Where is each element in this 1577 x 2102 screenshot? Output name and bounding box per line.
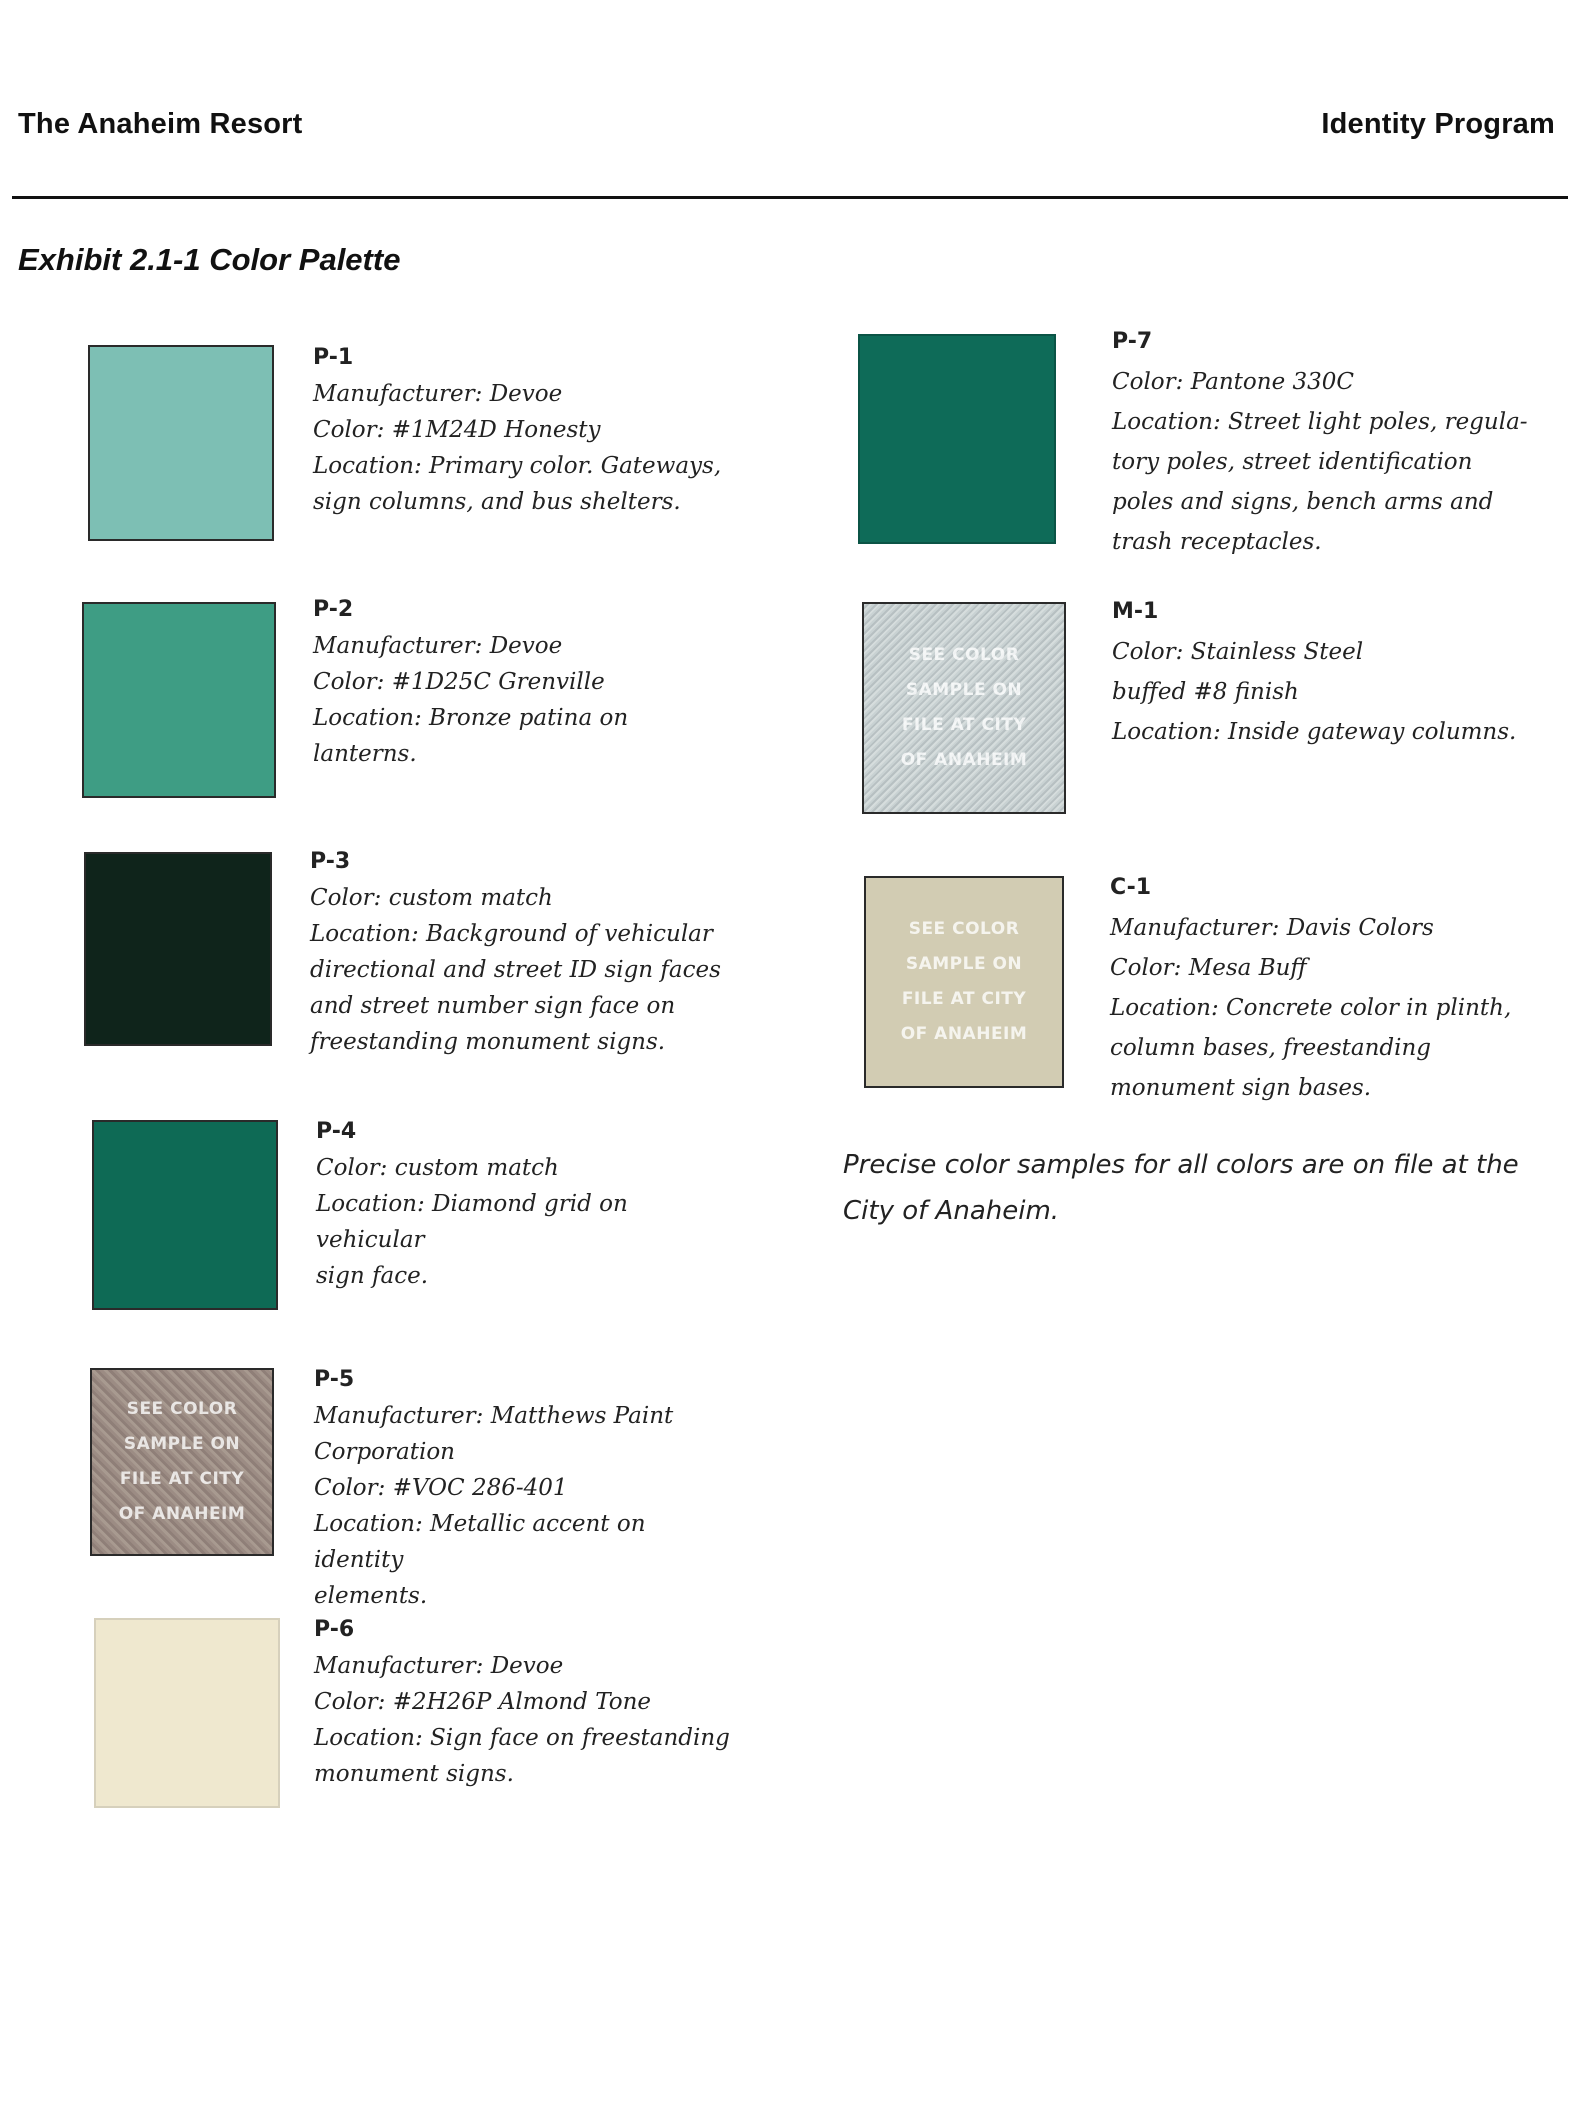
color-code: P-2 (313, 597, 354, 622)
color-code: P-4 (316, 1119, 357, 1144)
overlay-line: FILE AT CITY (901, 715, 1027, 735)
entry-line: Manufacturer: Davis Colors (1110, 915, 1434, 941)
entry-line: Location: Street light poles, regula- (1112, 409, 1528, 435)
color-code: P-7 (1112, 329, 1153, 354)
entry-line: Color: Stainless Steel (1112, 639, 1364, 665)
swatch-p1 (88, 345, 274, 541)
overlay-line: SAMPLE ON (905, 954, 1023, 974)
swatch-overlay-text (864, 638, 1064, 778)
color-code: P-3 (310, 849, 351, 874)
swatch-c1 (864, 876, 1064, 1088)
entry-line: Location: Diamond grid on vehicular (316, 1191, 628, 1253)
entry-line: buffed #8 finish (1112, 679, 1299, 705)
entry-line: Color: custom match (316, 1155, 559, 1181)
swatch-p7 (858, 334, 1056, 544)
color-entry-m1 (1112, 592, 1542, 752)
entry-line: Color: Mesa Buff (1110, 955, 1307, 981)
document-header-program: Identity Program (1321, 108, 1555, 140)
entry-line: Location: Metallic accent on identity (314, 1511, 646, 1573)
entry-line: Location: Bronze patina on lanterns. (313, 705, 629, 767)
entry-line: Location: Sign face on freestanding (314, 1725, 730, 1751)
note-line: City of Anaheim. (843, 1196, 1060, 1226)
entry-line: Location: Concrete color in plinth, (1110, 995, 1512, 1021)
swatch-p5 (90, 1368, 274, 1556)
entry-line: Corporation (314, 1439, 455, 1465)
entry-line: Manufacturer: Matthews Paint (314, 1403, 674, 1429)
entry-line: monument signs. (314, 1761, 514, 1787)
entry-line: freestanding monument signs. (310, 1029, 666, 1055)
color-entry-c1 (1110, 868, 1540, 1108)
swatch-p4 (92, 1120, 278, 1310)
color-code: P-6 (314, 1617, 355, 1642)
entry-line: trash receptacles. (1112, 529, 1322, 555)
entry-line: Color: #1M24D Honesty (313, 417, 601, 443)
color-entry-p4 (316, 1114, 736, 1294)
swatch-m1 (862, 602, 1066, 814)
header-divider (12, 196, 1568, 199)
overlay-line: SEE COLOR (126, 1399, 238, 1419)
entry-line: sign columns, and bus shelters. (313, 489, 681, 515)
color-entry-p2 (313, 592, 733, 772)
overlay-line: OF ANAHEIM (900, 750, 1028, 770)
swatch-p2 (82, 602, 276, 798)
color-entry-p3 (310, 844, 730, 1060)
entry-line: Manufacturer: Devoe (313, 633, 563, 659)
swatch-p3 (84, 852, 272, 1046)
swatch-p6 (94, 1618, 280, 1808)
entry-line: Color: custom match (310, 885, 553, 911)
entry-line: tory poles, street identification (1112, 449, 1473, 475)
color-samples-note (843, 1142, 1543, 1234)
entry-line: Location: Inside gateway columns. (1112, 719, 1517, 745)
document-header-title: The Anaheim Resort (18, 108, 303, 140)
exhibit-title: Exhibit 2.1-1 Color Palette (18, 242, 401, 277)
entry-line: elements. (314, 1583, 428, 1609)
note-line: Precise color samples for all colors are on file at the (843, 1150, 1519, 1180)
color-code: P-1 (313, 345, 354, 370)
entry-line: poles and signs, bench arms and (1112, 489, 1494, 515)
color-entry-p1 (313, 340, 733, 520)
entry-line: Color: Pantone 330C (1112, 369, 1354, 395)
overlay-line: SEE COLOR (908, 919, 1020, 939)
entry-line: column bases, freestanding (1110, 1035, 1432, 1061)
entry-line: Location: Background of vehicular (310, 921, 713, 947)
overlay-line: FILE AT CITY (901, 989, 1027, 1009)
entry-line: directional and street ID sign faces (310, 957, 721, 983)
entry-line: Color: #2H26P Almond Tone (314, 1689, 652, 1715)
entry-line: Color: #1D25C Grenville (313, 669, 605, 695)
color-code: C-1 (1110, 875, 1152, 900)
overlay-line: FILE AT CITY (119, 1469, 245, 1489)
swatch-overlay-text (866, 912, 1062, 1052)
entry-line: sign face. (316, 1263, 429, 1289)
overlay-line: SEE COLOR (908, 645, 1020, 665)
entry-line: and street number sign face on (310, 993, 676, 1019)
color-entry-p6 (314, 1612, 734, 1792)
color-entry-p7 (1112, 322, 1542, 562)
entry-line: Location: Primary color. Gateways, (313, 453, 722, 479)
color-code: P-5 (314, 1367, 355, 1392)
entry-line: Manufacturer: Devoe (313, 381, 563, 407)
color-entry-p5 (314, 1362, 734, 1614)
entry-line: Color: #VOC 286-401 (314, 1475, 568, 1501)
overlay-line: SAMPLE ON (905, 680, 1023, 700)
entry-line: Manufacturer: Devoe (314, 1653, 564, 1679)
overlay-line: SAMPLE ON (123, 1434, 241, 1454)
entry-line: monument sign bases. (1110, 1075, 1372, 1101)
overlay-line: OF ANAHEIM (118, 1504, 246, 1524)
swatch-overlay-text (92, 1392, 272, 1532)
color-code: M-1 (1112, 599, 1159, 624)
overlay-line: OF ANAHEIM (900, 1024, 1028, 1044)
